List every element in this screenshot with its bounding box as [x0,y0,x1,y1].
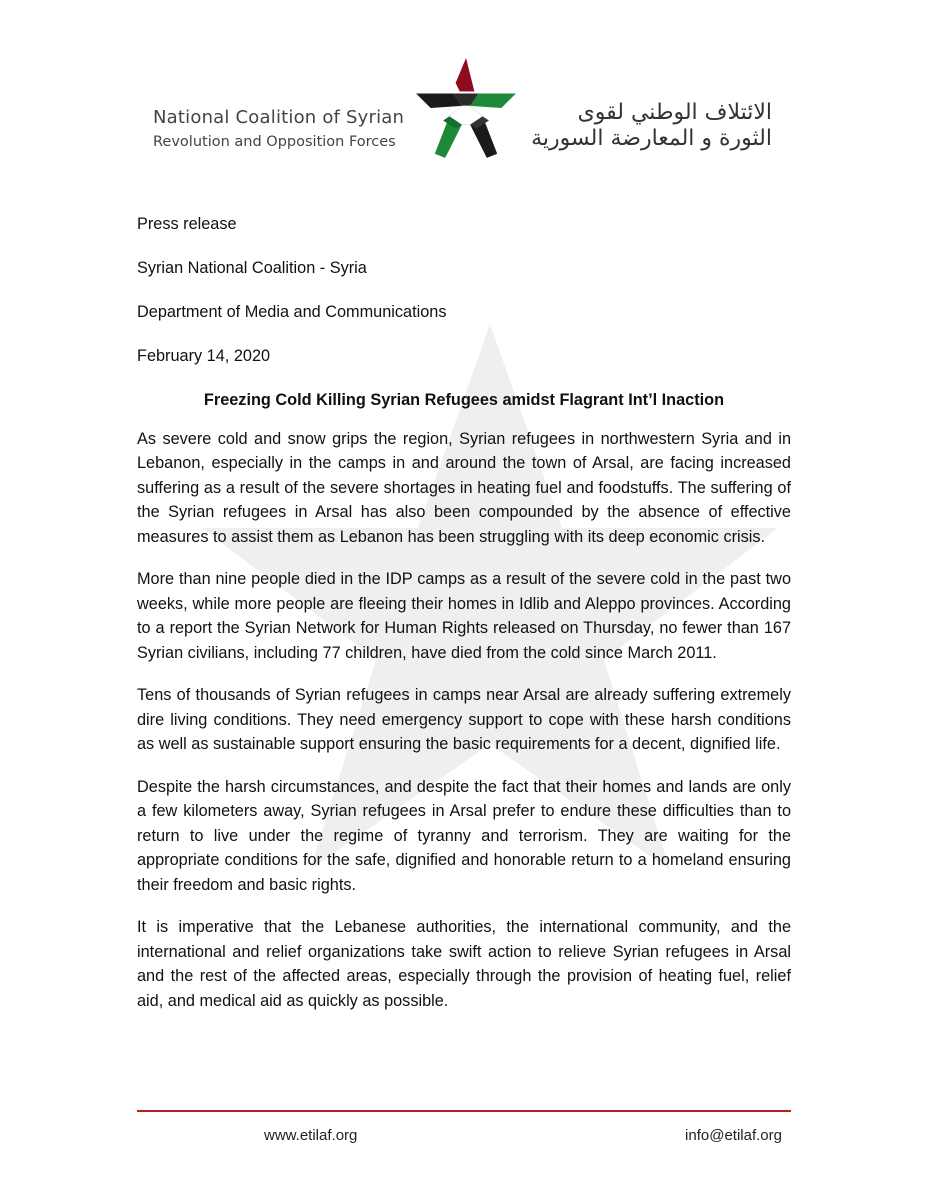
organization-name-english [153,106,403,154]
org-name-ar-line1: الائتلاف الوطني لقوى [577,100,772,125]
document-type-label: Press release [137,215,237,233]
press-release-body [137,212,791,1031]
org-name-ar-line2: الثورة و المعارضة السورية [531,126,772,151]
paragraph: It is imperative that the Lebanese authorities, the international community, and the international and relief organizations take swift action to relieve Syrian refugees in Arsal and the rest of the affected areas, especially through the provision of heating fuel, relief aid, and medical aid as quickly as possible. [137,918,791,1010]
paragraph: Tens of thousands of Syrian refugees in camps near Arsal are already suffering extremely dire living conditions. They need emergency support to cope with these harsh conditions as well as sustainable support ensuring the basic requirements for a decent, dignified life. [137,686,791,753]
footer-email-link[interactable]: info@etilaf.org [685,1127,782,1144]
organization-name-arabic [512,100,772,152]
paragraph: More than nine people died in the IDP camps as a result of the severe cold in the past two weeks, while more people are fleeing their homes in Idlib and Aleppo provinces. According to a report the Syrian Network for Human Rights released on Thursday, no fewer than 167 Syrian civilians, including 77 children, have died from the cold since March 2011. [137,570,791,662]
org-name-en-line2: Revolution and Opposition Forces [153,134,396,150]
paragraph: As severe cold and snow grips the region, Syrian refugees in northwestern Syria and in Lebanon, especially in the camps in and around the town of Arsal, are facing increased suffering as a result of the severe shortages in heating fuel and foodstuffs. The suffering of the Syrian refugees in Arsal has also been compounded by the absence of effective measures to assist them as Lebanon has been struggling with its deep economic crisis. [137,429,791,546]
date-line: February 14, 2020 [137,347,271,365]
footer-divider [137,1110,791,1112]
coalition-star-logo-icon [414,56,518,160]
letterhead [0,0,927,180]
department-line: Department of Media and Communications [137,303,447,321]
paragraph: Despite the harsh circumstances, and despite the fact that their homes and lands are only a few kilometers away, Syrian refugees in Arsal prefer to endure these difficulties than to return to live under the regime of tyranny and terrorism. They are waiting for the appropriate conditions for the safe, dignified and honorable return to a homeland ensuring their freedom and basic rights. [137,777,791,894]
footer-website-link[interactable]: www.etilaf.org [264,1127,358,1144]
press-release-title: Freezing Cold Killing Syrian Refugees amidst Flagrant Int’l Inaction [203,391,725,409]
organization-line: Syrian National Coalition - Syria [137,259,367,277]
org-name-en-line1: National Coalition of Syrian [153,107,405,128]
